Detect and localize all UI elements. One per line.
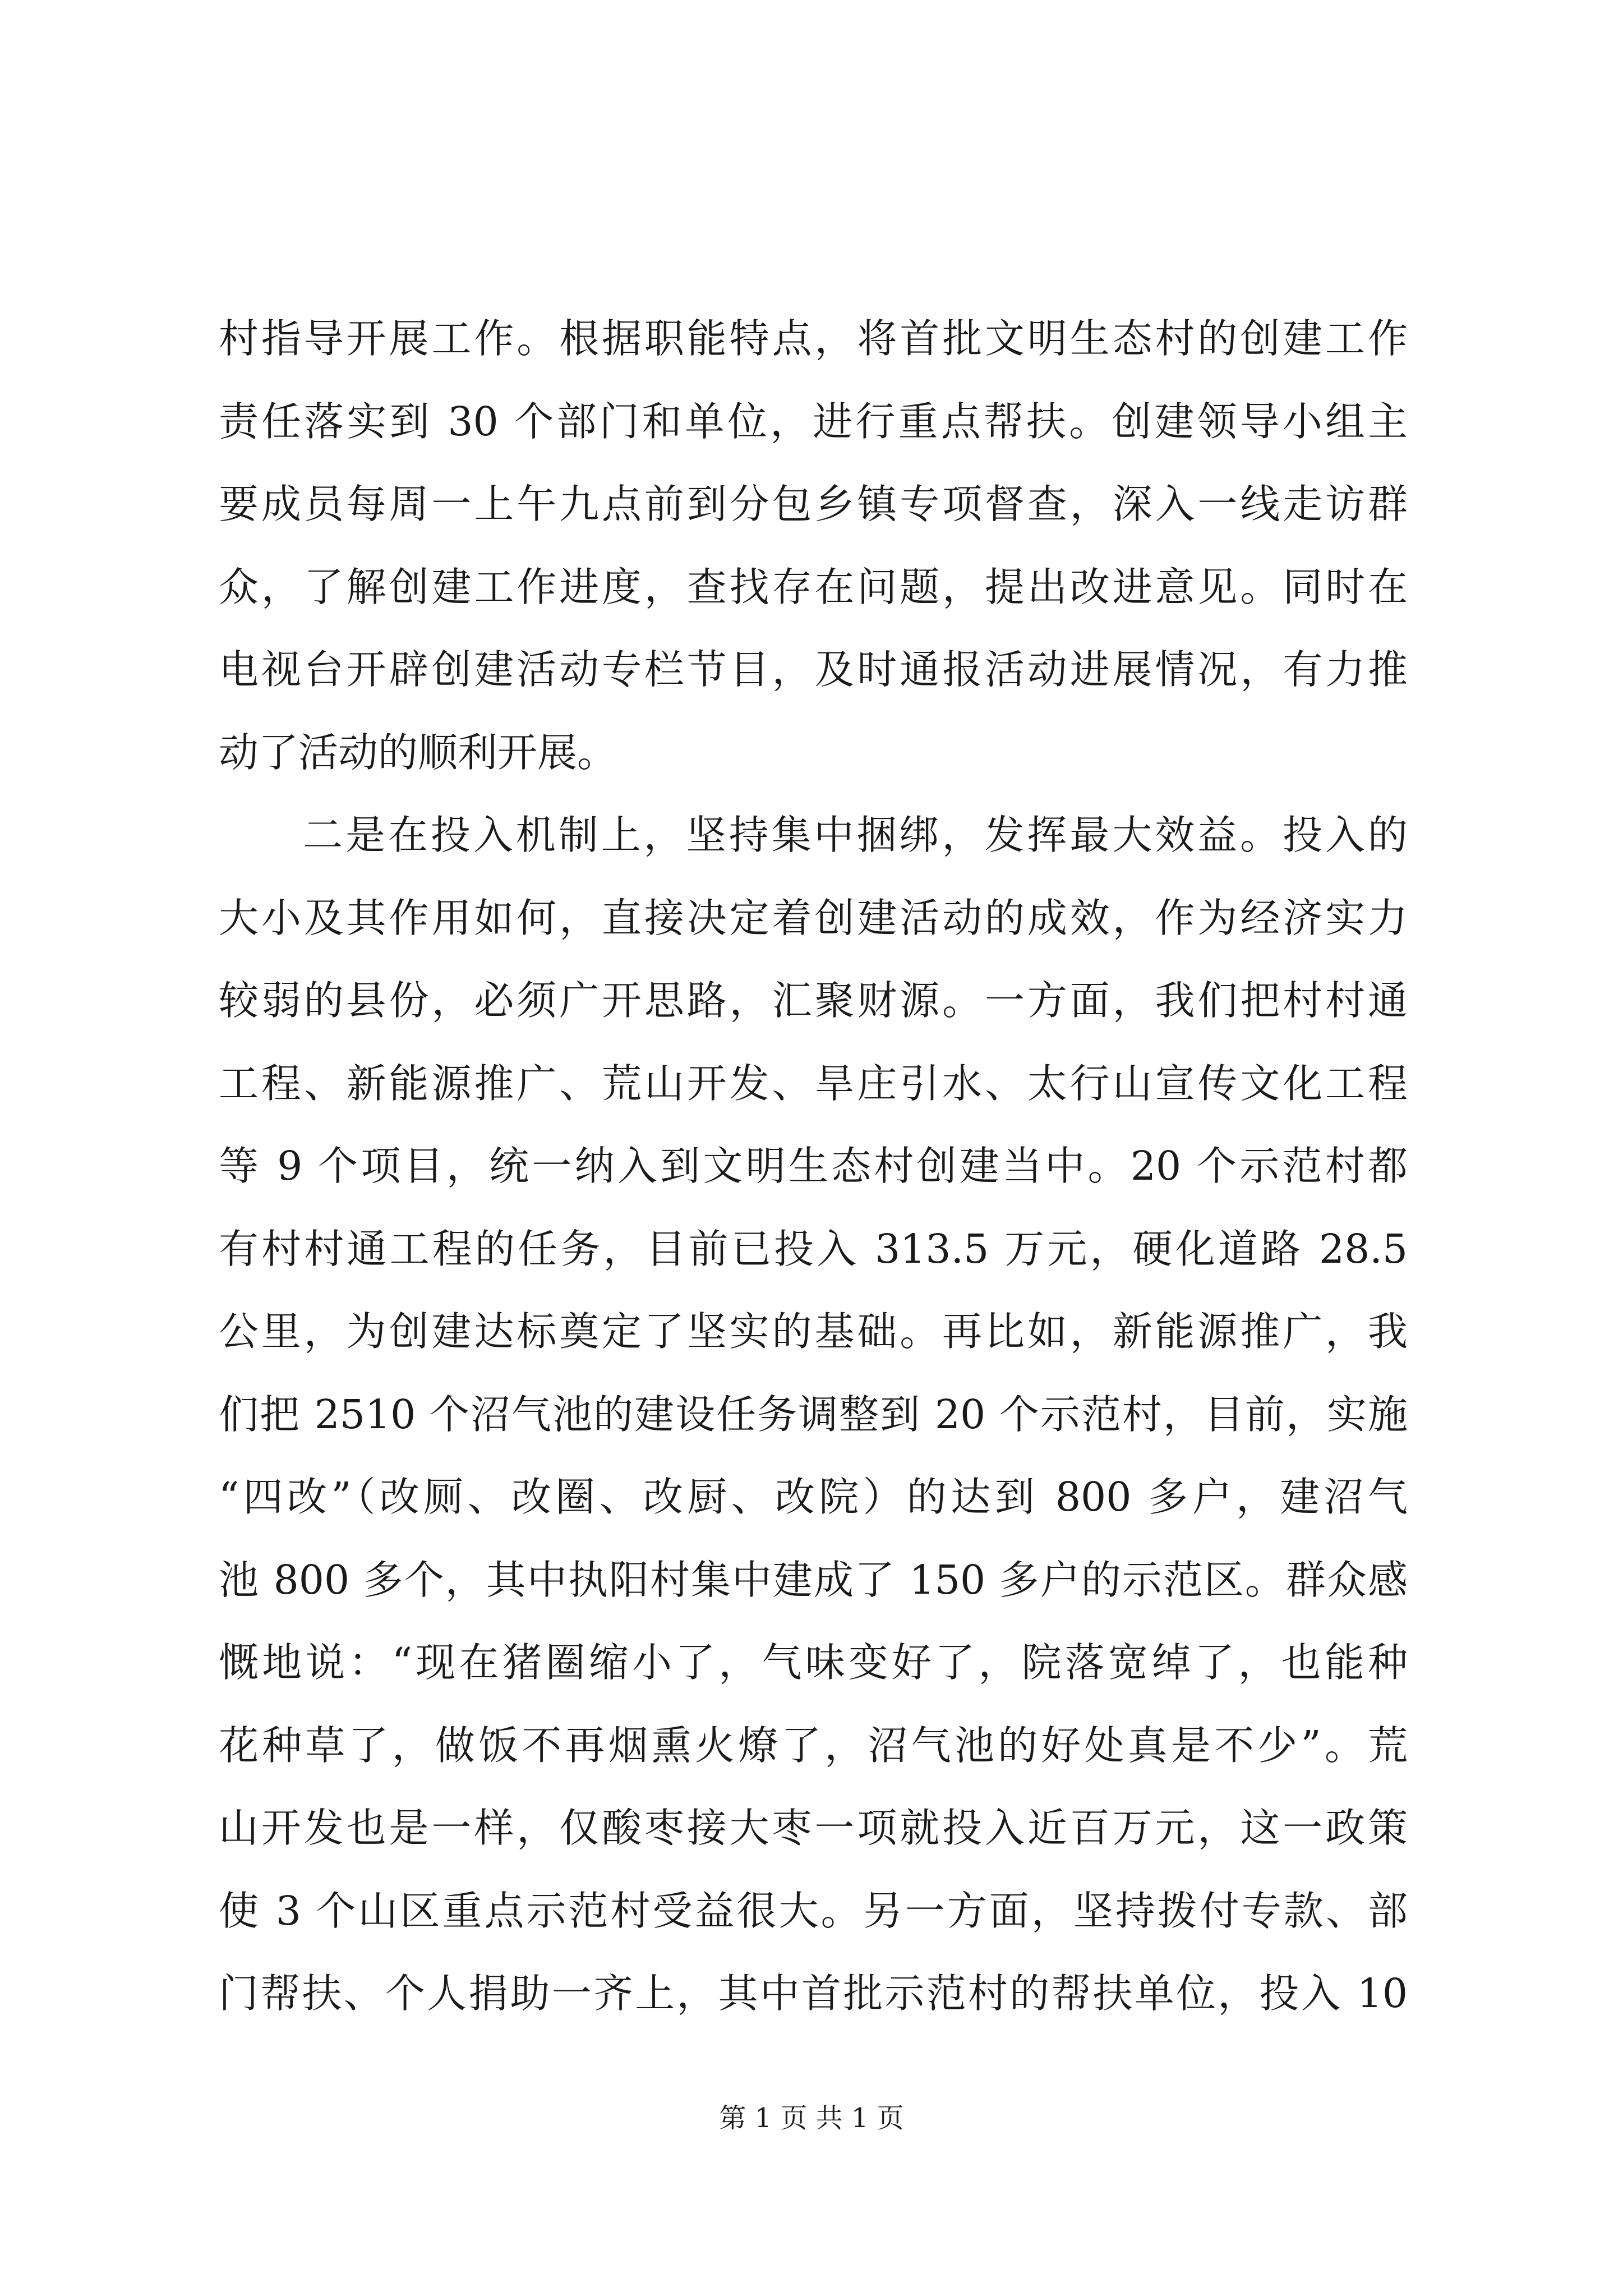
text-line: 使 3 个山区重点示范村受益很大。另一方面，坚持拨付专款、部 bbox=[219, 1887, 1408, 1934]
text-line: 村指导开展工作。根据职能特点，将首批文明生态村的创建工作 bbox=[219, 315, 1408, 362]
text-line: 门帮扶、个人捐助一齐上，其中首批示范村的帮扶单位，投入 10 bbox=[219, 1970, 1408, 2017]
text-line: 山开发也是一样，仅酸枣接大枣一项就投入近百万元，这一政策 bbox=[219, 1805, 1408, 1851]
text-line: 动了活动的顺利开展。 bbox=[219, 729, 617, 776]
text-line: 慨地说：“现在猪圈缩小了，气味变好了，院落宽绰了，也能种 bbox=[219, 1639, 1408, 1686]
text-line: 二是在投入机制上，坚持集中捆绑，发挥最大效益。投入的 bbox=[303, 812, 1408, 858]
text-line: 有村村通工程的任务，目前已投入 313.5 万元，硬化道路 28.5 bbox=[219, 1225, 1408, 1272]
text-line: 们把 2510 个沼气池的建设任务调整到 20 个示范村，目前，实施 bbox=[219, 1391, 1408, 1438]
page-footer: 第 1 页 共 1 页 bbox=[719, 2102, 904, 2134]
text-line: 等 9 个项目，统一纳入到文明生态村创建当中。20 个示范村都 bbox=[219, 1143, 1408, 1189]
text-line: “四改”（改厕、改圈、改厨、改院）的达到 800 多户，建沼气 bbox=[219, 1474, 1408, 1520]
text-line: 大小及其作用如何，直接决定着创建活动的成效，作为经济实力 bbox=[219, 894, 1408, 941]
text-line: 池 800 多个，其中执阳村集中建成了 150 多户的示范区。群众感 bbox=[219, 1556, 1408, 1603]
text-line: 较弱的县份，必须广开思路，汇聚财源。一方面，我们把村村通 bbox=[219, 977, 1408, 1024]
text-line: 责任落实到 30 个部门和单位，进行重点帮扶。创建领导小组主 bbox=[219, 398, 1408, 445]
text-line: 花种草了，做饭不再烟熏火燎了，沼气池的好处真是不少”。荒 bbox=[219, 1722, 1408, 1769]
text-line: 公里，为创建达标奠定了坚实的基础。再比如，新能源推广，我 bbox=[219, 1308, 1408, 1355]
body-text bbox=[219, 297, 1408, 2035]
text-line: 电视台开辟创建活动专栏节目，及时通报活动进展情况，有力推 bbox=[219, 646, 1408, 693]
text-line: 众，了解创建工作进度，查找存在问题，提出改进意见。同时在 bbox=[219, 563, 1408, 610]
text-line: 要成员每周一上午九点前到分包乡镇专项督查，深入一线走访群 bbox=[219, 481, 1408, 527]
text-line: 工程、新能源推广、荒山开发、旱庄引水、太行山宣传文化工程 bbox=[219, 1060, 1408, 1107]
